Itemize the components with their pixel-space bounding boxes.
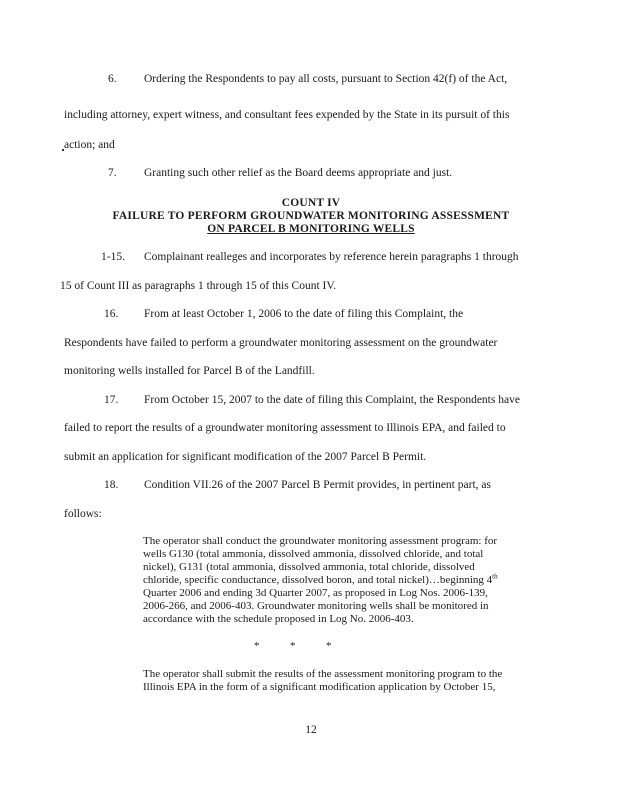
ellipsis-star-3: *	[326, 640, 332, 652]
page-number: 12	[305, 724, 317, 736]
para-18-line-2: follows:	[64, 508, 102, 520]
quote-1-line-4	[143, 574, 498, 587]
para-16-line-1: From at least October 1, 2006 to the date of filing this Complaint, the	[144, 308, 464, 320]
para-16-line-3: monitoring wells installed for Parcel B of the Landfill.	[64, 365, 315, 377]
count-heading-title: COUNT IV	[281, 197, 341, 209]
quote-1-line-1: The operator shall conduct the groundwater monitoring assessment program: for	[143, 535, 498, 547]
para-16-line-2: Respondents have failed to perform a groundwater monitoring assessment on the groundwater	[64, 337, 498, 349]
para-16-number: 16.	[104, 308, 119, 320]
para-18-number: 18.	[104, 479, 119, 491]
para-1-15-line-1: Complainant realleges and incorporates by reference herein paragraphs 1 through	[144, 251, 519, 263]
para-1-15-number: 1-15.	[101, 251, 125, 263]
quote-1-line-5: Quarter 2006 and ending 3d Quarter 2007, as proposed in Log Nos. 2006-139,	[143, 587, 488, 599]
para-17-number: 17.	[104, 394, 119, 406]
quote-1-line-3: nickel), G131 (total ammonia, dissolved ammonia, total chloride, dissolved	[143, 561, 475, 573]
item-6-line-1: Ordering the Respondents to pay all costs, pursuant to Section 42(f) of the Act,	[144, 73, 508, 85]
item-7-line-1: Granting such other relief as the Board deems appropriate and just.	[144, 167, 453, 179]
item-6-line-2: including attorney, expert witness, and consultant fees expended by the State in its pursuit of this	[64, 109, 510, 121]
para-18-line-1: Condition VII.26 of the 2007 Parcel B Permit provides, in pertinent part, as	[144, 479, 491, 491]
ellipsis-star-1: *	[254, 640, 260, 652]
quote-1-line-7: accordance with the schedule proposed in Log No. 2006-403.	[143, 613, 414, 625]
para-1-15-line-2: 15 of Count III as paragraphs 1 through 15 of this Count IV.	[60, 280, 337, 292]
quote-1-line-2: wells G130 (total ammonia, dissolved ammonia, dissolved chloride, and total	[143, 548, 484, 560]
stray-mark	[62, 149, 64, 151]
item-6-line-3: action; and	[64, 139, 115, 151]
para-17-line-1: From October 15, 2007 to the date of filing this Complaint, the Respondents have	[144, 394, 520, 406]
item-7-number: 7.	[108, 167, 117, 179]
item-6-number: 6.	[108, 73, 117, 85]
para-17-line-3: submit an application for significant modification of the 2007 Parcel B Permit.	[64, 451, 427, 463]
count-heading-subtitle: FAILURE TO PERFORM GROUNDWATER MONITORING ASSESSMENT	[112, 210, 510, 222]
quote-1-line-4-text: chloride, specific conductance, dissolved boron, and total nickel)…beginning 4	[143, 574, 493, 586]
para-17-line-2: failed to report the results of a groundwater monitoring assessment to Illinois EPA, and failed to	[64, 422, 506, 434]
quote-1-superscript: th	[492, 572, 498, 581]
quote-2-line-2: Illinois EPA in the form of a significant modification application by October 15,	[143, 681, 496, 693]
quote-2-line-1: The operator shall submit the results of the assessment monitoring program to the	[143, 668, 503, 680]
quote-1-line-6: 2006-266, and 2006-403. Groundwater monitoring wells shall be monitored in	[143, 600, 489, 612]
count-heading-underlined: ON PARCEL B MONITORING WELLS	[207, 223, 415, 235]
ellipsis-star-2: *	[290, 640, 296, 652]
count-heading-subtitle-2	[0, 222, 622, 236]
